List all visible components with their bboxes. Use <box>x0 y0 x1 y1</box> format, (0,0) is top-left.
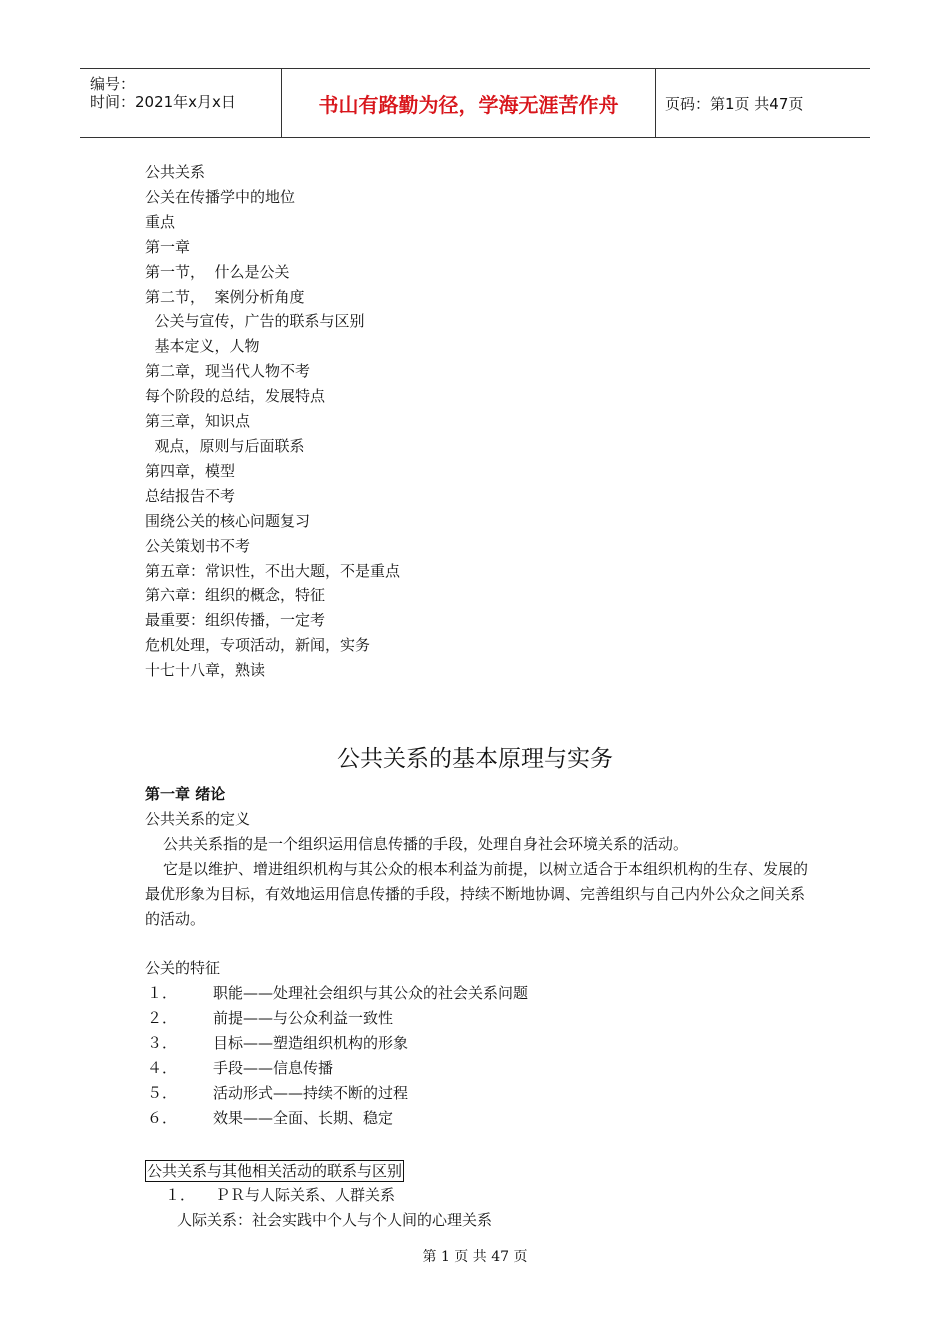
feature-text: 活动形式——持续不断的过程 <box>213 1083 409 1102</box>
feature-item <box>145 1031 815 1056</box>
note-line: 公关策划书不考 <box>145 536 251 555</box>
feature-number: ５． <box>147 1083 178 1102</box>
note-line: 重点 <box>145 212 176 231</box>
note-line: 危机处理，专项活动，新闻，实务 <box>145 636 371 655</box>
page-header <box>80 68 870 138</box>
definition-paragraph-2: 它是以维护、增进组织机构与其公众的根本利益为前提，以树立适合于本组织机构的生存、发展的最优形象为目标，有效地运用信息传播的手段，持续不断地协调、完善组织与自己内外公众之间关系的活动。 <box>145 859 809 928</box>
note-line: 公共关系 <box>145 163 206 181</box>
note-line: 第三章，知识点 <box>145 412 251 431</box>
feature-item <box>145 981 815 1006</box>
chapter-heading: 第一章 绪论 <box>145 785 226 803</box>
document-title: 公共关系的基本原理与实务 <box>337 746 613 772</box>
note-line: 第六章：组织的概念，特征 <box>145 586 326 605</box>
feature-number: ３． <box>147 1034 178 1053</box>
page-footer: 第 1 页 共 47 页 <box>422 1249 528 1265</box>
relation-item-text: ＰＲ与人际关系、人群关系 <box>215 1186 396 1205</box>
feature-text: 职能——处理社会组织与其公众的社会关系问题 <box>213 984 529 1003</box>
chapter-body <box>145 782 815 1233</box>
feature-item <box>145 1006 815 1031</box>
features-list <box>145 981 815 1130</box>
feature-text: 前提——与公众利益一致性 <box>213 1009 394 1028</box>
relation-definition: 人际关系：社会实践中个人与个人间的心理关系 <box>177 1211 493 1230</box>
study-notes <box>145 160 400 683</box>
time-label: 时间：2021年x月x日 <box>90 93 236 111</box>
note-line: 最重要：组织传播，一定考 <box>145 611 326 630</box>
note-line: 第一章 <box>145 237 191 256</box>
page-label: 页码：第1页 共47页 <box>665 94 804 113</box>
feature-text: 手段——信息传播 <box>213 1058 334 1077</box>
note-line: 围绕公关的核心问题复习 <box>145 511 311 530</box>
features-title: 公关的特征 <box>145 959 221 978</box>
header-motto: 书山有路勤为径，学海无涯苦作舟 <box>281 69 656 137</box>
feature-number: ２． <box>147 1009 178 1028</box>
note-line: 十七十八章，熟读 <box>145 661 266 680</box>
note-line: 第五章：常识性，不出大题，不是重点 <box>145 561 401 580</box>
note-line: 公关在传播学中的地位 <box>145 187 296 206</box>
feature-number: ４． <box>147 1058 178 1077</box>
feature-text: 效果——全面、长期、稳定 <box>213 1108 394 1127</box>
feature-text: 目标——塑造组织机构的形象 <box>213 1034 409 1053</box>
note-line: 第二章，现当代人物不考 <box>145 362 311 381</box>
relation-item-number: １． <box>165 1186 196 1205</box>
definition-paragraph-1: 公共关系指的是一个组织运用信息传播的手段，处理自身社会环境关系的活动。 <box>163 834 689 853</box>
note-line: 第一节， 什么是公关 <box>145 262 290 281</box>
note-line: 第二节， 案例分析角度 <box>145 287 305 306</box>
feature-number: １． <box>147 984 178 1003</box>
feature-item <box>145 1081 815 1106</box>
feature-item <box>145 1056 815 1081</box>
feature-item <box>145 1106 815 1131</box>
definition-title: 公共关系的定义 <box>145 809 251 828</box>
header-meta <box>80 69 280 137</box>
relation-title: 公共关系与其他相关活动的联系与区别 <box>147 1161 403 1180</box>
note-line: 基本定义，人物 <box>145 337 260 356</box>
note-line: 总结报告不考 <box>145 486 236 505</box>
number-label: 编号： <box>90 75 136 93</box>
note-line: 观点，原则与后面联系 <box>145 436 305 455</box>
note-line: 公关与宣传，广告的联系与区别 <box>145 312 365 331</box>
spacer <box>145 931 815 956</box>
header-page-info <box>655 69 870 137</box>
note-line: 每个阶段的总结，发展特点 <box>145 387 326 406</box>
note-line: 第四章，模型 <box>145 461 236 480</box>
relation-item <box>145 1183 815 1208</box>
relation-section <box>145 1156 815 1184</box>
feature-number: ６． <box>147 1108 178 1127</box>
spacer <box>145 1131 815 1156</box>
